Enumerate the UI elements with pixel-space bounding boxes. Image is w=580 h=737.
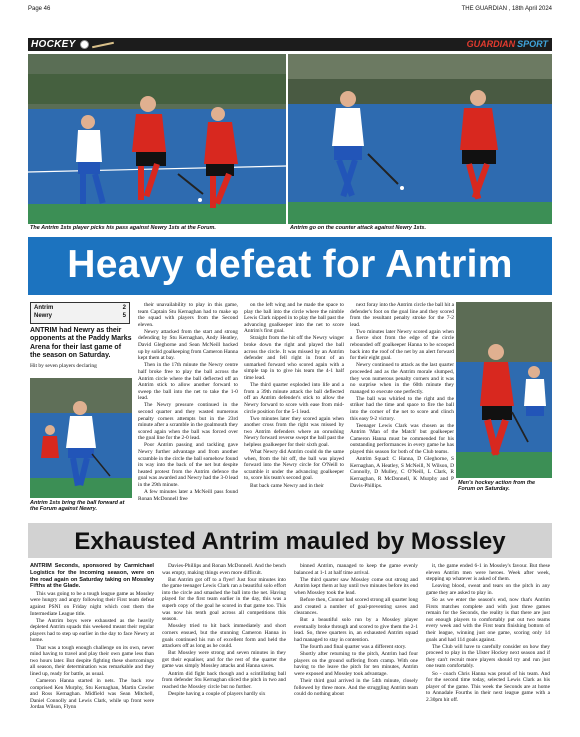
story-1-column-2 [244,302,344,520]
paragraph: That was a tough enough challenge on its own, never mind having to travel and play their own game less than two hours later. But despite fighting these shortcomings all season, their determination was remarkable and they lined up, ready for battle, as usual. [30,644,154,677]
paragraph: But a beautiful solo run by a Mossley player eventually broke through and scored to give them the 2-1 lead. So, three quarters in, an exhausted Antrim squad had managed to stay in contention. [294,617,418,644]
hockey-stick-icon [92,42,114,49]
paragraph: The fourth and final quarter was a different story. [300,644,407,651]
score-row [34,313,126,321]
story-1-column-1 [138,302,238,520]
photo-mid-left [30,378,132,498]
caption-top-left: The Antrim 1sts player picks his pass against Newry 1sts at the Forum. [30,225,216,231]
paragraph: What Newry did Antrim could do the same when, from the hit off, the ball was played forward into the Newry circle for O'Neill to scramble it under the advancing goalkeeper to, score his team's second goal. [244,449,344,482]
paragraph: But back came Newry and in their [250,482,324,489]
hockey-action-photo-3 [30,378,132,498]
brand-sport: SPORT [517,39,548,49]
team-score: 2 [122,305,126,311]
paragraph: So - coach Chris Hanna was proud of his team. And for the second time today, selected Lewis Clark as his player of the game. This week the Seconds are at home to Annadale Fourths in their next league game with a 2.30pm hit off. [426,670,550,703]
paragraph: Mossley tried to hit back immediately and short corners ensued, but the stunning Cameron Hanna in goals continued his run of excellent form and held the attackers off as long as he could. [162,623,286,650]
paragraph: The Club will have to carefully consider on how they proceed to play in the Ulster Hockey next season and if they can't recruit more players should try and run just one team comfortably. [426,643,550,670]
paragraph: Antrim did fight back though and a scintillating ball from defender Stu Kernaghan sliced the pitch in two and reached the Mossley circle but no further. [162,670,286,690]
hockey-action-photo-4 [456,302,552,478]
caption-mid-left: Antrim 1sts bring the ball forward at the Forum against Newry. [30,500,125,513]
paragraph: Two minutes later Newry scored again when a fierce shot from the edge of the circle rebounded off goalkeeper Hanna to be scooped back into the roof of the net by an alert forward for their eight goal. [350,328,454,362]
hockey-ball-icon [80,40,89,49]
paragraph: Davies-Phillips and Ronan McDonnell. And the bench was empty, making things even more difficult. [162,563,286,576]
paragraph: So as we enter the season's end, now that's Antrim Firsts matches complete and with just three games remain for the Seconds, the reality is that there are just not enough players to comfortably put out two teams every week and with the First team finishing bottom of their league, winning just one game, scoring only 14 goals and had 114 goals against. [426,596,550,643]
paragraph: Shortly after returning to the pitch, Antrim had four players on the ground suffering from cramp. With one having to the leave the pitch for ten minutes, Antrim were exposed and Mossley took advantage. [294,651,418,677]
photo-mid-right [456,302,552,478]
headline-text: Exhausted Antrim mauled by Mossley [74,528,506,555]
caption-top-right: Antrim go on the counter attack against Newry 1sts. [290,225,427,231]
score-row [34,305,126,313]
paragraph: binned Antrim, managed to keep the game evenly balanced at 1-1 at half time arrival. [294,563,418,576]
intro-text: ANTRIM had Newry as their opponents at the Paddy Marks Arena for their last game of the season on Saturday. [30,327,132,359]
paragraph: But Antrim got off to a flyer! Just four minutes into the game teenager Lewis Clark ran a beautiful solo effort into the circle and smashed the ball into the net. Having played for the first team earlier in the day, this was a superb copy of the goal he scored in that game too. This was now his tenth goal across all competitions this season. [162,576,286,623]
paragraph: on the left wing and he made the space to play the ball into the circle where the nimble Lewis Clark nipped in to play the ball past the advancing goalkeeper into the net to score Antrim's first goal. [244,302,344,335]
paragraph: Newry continued to attack as the last quarter proceeded and as the Antrim morale slumped, they won numerous penalty corners and it was no surprise when in the 60th minute they managed to execute one perfectly. [350,362,454,395]
paragraph: Straight from the hit off the Newry winger broke down the right and played the ball across the circle. It was missed by an Antrim defender and fell right in front of an unmarked forward who scored again with a simple tap in to give his team the 4-1 half time lead. [244,335,344,382]
paragraph: The third quarter saw Mossley come out strong and Antrim kept them at bay until two minutes before its end when Mossley took the lead. [294,576,418,596]
paragraph: Newry attacked from the start and strong defending by Stu Kernaghan, Andy Heatley, David Gleghorne and Sean McNeill backed up by solid goalkeeping from Cameron Hanna kept them at bay. [138,328,239,362]
paragraph: it, the game ended 6-1 in Mossley's favour. But these eleven Antrim men were heroes. Week after week, stepping up whatever is asked of them. [426,563,550,583]
page-number: Page 46 [28,6,51,12]
paragraph: Before then, Connor had scored strong all quarter long and created a number of goal-preventing saves and clearances. [294,596,418,617]
story-2-column-1 [30,563,154,733]
paragraph: Despite having a couple of players hardly six [168,690,266,697]
paragraph: Two minutes later they scored again when another cross from the right was missed by two Antrim defenders where an onrushing Newry forward reverse swept the ball past the helpless goalkeeper for their sixth goal. [244,415,344,448]
paragraph: next foray into the Antrim circle the ball hit a defender's foot on the goal line and they scored from the resultant penalty stroke for the 7-2 lead. [350,302,454,328]
section-label: HOCKEY [31,39,76,50]
paragraph: The Newry pressure continued in the second quarter and they wasted numerous penalty corners attempts but in the 23rd minute after a scramble in the goalmouth they scored again when the ball was forced over the goal line for the 2-0 lead. [138,402,238,442]
team-name: Newry [34,313,53,319]
intro-continuation: Hit by seven players declaring [30,363,97,369]
team-score: 5 [122,313,126,319]
paragraph: But Mossley were strong and seven minutes in they got their equaliser, and for the rest of the quarter the game was simply Mossley attacks and Hanna saves. [162,650,286,670]
brand-logo [467,39,548,49]
caption-mid-right: Men's hockey action from the Forum on Saturday. [458,480,536,493]
paragraph: their unavailability to play in this game, team Captain Stu Kernaghan had to make up the squad with players from the Second eleven. [138,302,238,328]
page-header [28,6,552,16]
photo-top-right [288,54,552,224]
headline-story-2 [28,523,552,558]
paragraph: Antrim Squad: C Hanna, D Gleghorne, S Kernaghan, A Heatley, S McNeill, N Wilson, D Connolly, D Mulley, C O'Neill, L Clark, R Kernaghan, R McDonnell, K Murphy and P Davis-Phillips. [350,456,454,489]
team-name: Antrim [34,305,54,311]
headline-text: Heavy defeat for Antrim [67,243,513,286]
story-2-lead: ANTRIM Seconds, sponsored by Carmichael Logistics for the incoming season, were on the road again on Saturday taking on Mossley Fifths at the Glade. [30,563,154,590]
paragraph: A few minutes later a McNeill pass found Ronan McDonnell free [138,489,238,502]
paragraph: The third quarter exploded into life and a from a 39th minute attack the ball deflected off an Antrim defender's stick to allow the Newry forward to score with ease from mid-circle position for the 5-1 lead. [244,382,344,415]
paragraph: Their third goal arrived in the 54th minute, closely followed by three more. And the struggling Antrim team could do nothing about [294,678,418,698]
paper-date: THE GUARDIAN , 18th April 2024 [461,6,552,12]
paragraph: Teenager Lewis Clark was chosen as the Antrim 'Man of the Match' but goalkeeper Cameron Hanna must be commended for his outstanding performances in every game he has played this season for both of the Club teams. [350,422,454,456]
hockey-action-photo-1 [28,54,286,224]
story-2-column-3 [294,563,418,733]
paragraph: The Antrim boys were exhausted as the heavily depleted Antrim squads this weekend meant their regular players had to step up earlier in the day to face Newry at home. [30,617,154,644]
hockey-action-photo-2 [288,54,552,224]
paragraph: Then in the 17th minute the Newry centre half broke free to play the ball across the Antrim circle where the ball deflected off an Antrim stick to allow another forward to sweep the ball into the net to take the 1-0 lead. [138,362,238,402]
headline-story-1 [28,237,552,295]
story-1-column-3 [350,302,454,520]
story-2-column-2 [162,563,286,733]
paragraph: Poor Antrim passing and tackling gave Newry further advantage and from another scramble in the circle the ball somehow found its way into the back of the net but despite heated protest from the Antrim defence the goal was awarded and Newry had the 3-0 lead in the 29th minute. [138,442,238,489]
story-1-intro [30,327,132,370]
story-2-column-4 [426,563,550,733]
score-box [30,302,130,324]
photo-top-left [28,54,286,224]
paragraph: Cameron Hanna started in nets. The back row comprised Ken Murphy, Stu Kernaghan, Martin Cowler and Ross Kernaghan. Midfield was Sean Mitchell, Daniel Connolly and Lewis Clark, while up front were Jordan Wilson, Flynn [30,677,154,711]
paragraph: The ball was whirled to the right and the striker had the time and space to fire the ball into the corner of the net to score and clinch this easy 9-2 victory. [350,395,454,422]
paragraph: Leaving blood, sweat and tears on the pitch in any game they are asked to play in. [426,583,550,596]
section-bar [28,38,552,51]
paragraph: This was going to be a tough league game as Mossley were hungry and angry following their First team defeat against PSNI on Friday night which cost them the Intermediate League title. [30,590,154,617]
brand-main: GUARDIAN [466,39,516,49]
